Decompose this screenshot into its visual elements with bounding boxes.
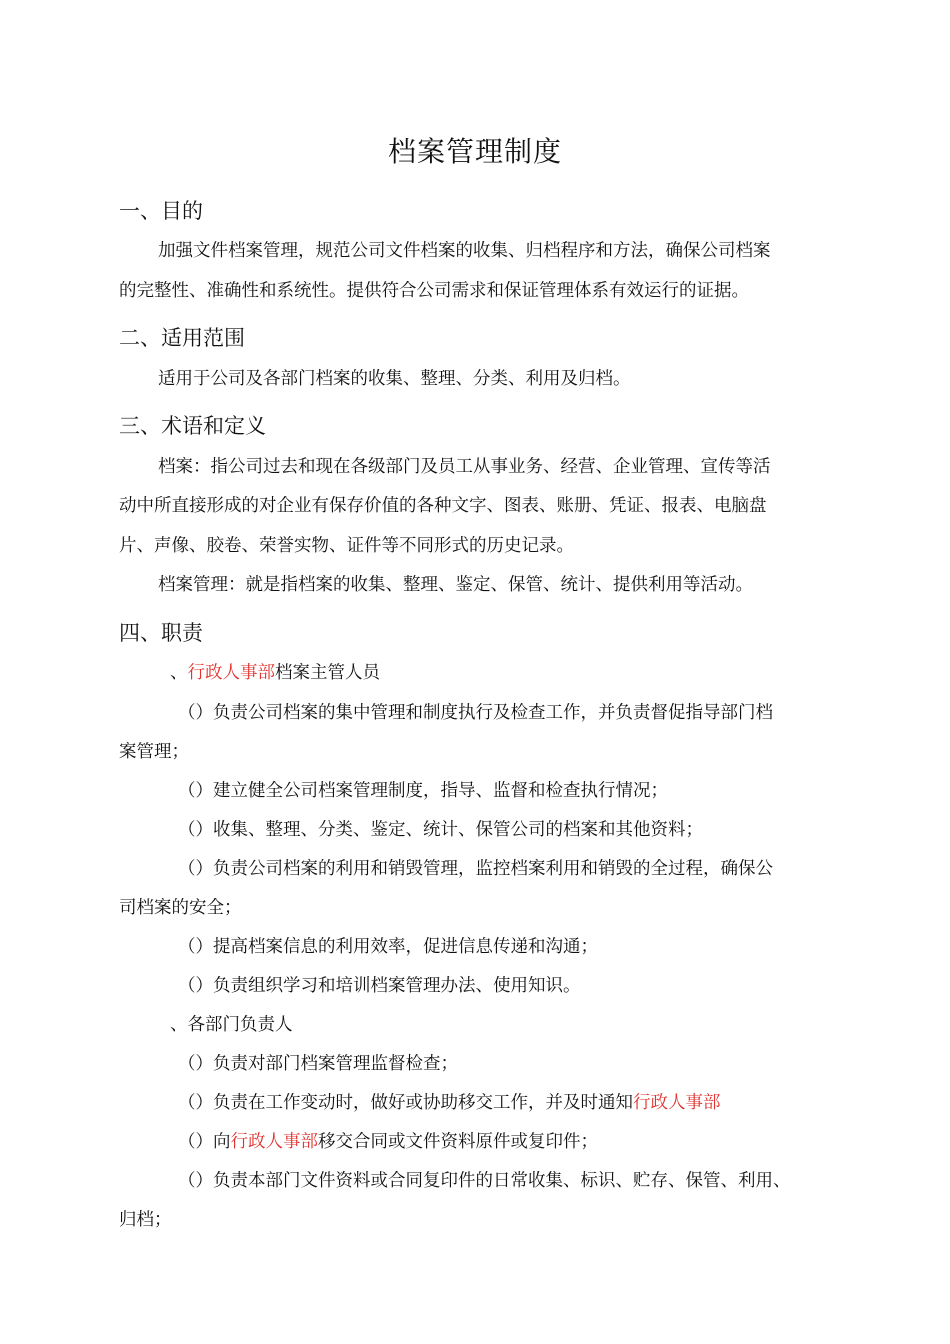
document-title: 档案管理制度 [387,135,562,168]
list-item-continuation: 司档案的安全； [119,898,242,918]
section-heading-terms: 三、术语和定义 [119,414,266,438]
list-item: （）负责组织学习和培训档案管理办法、使用知识。 [178,976,581,996]
list-item [178,1090,721,1116]
paragraph-line: 片、声像、胶卷、荣誉实物、证件等不同形式的历史记录。 [119,536,574,556]
list-item-text: 移交合同或文件资料原件或复印件； [318,1132,598,1152]
list-item: （）建立健全公司档案管理制度，指导、监督和检查执行情况； [178,781,668,801]
section-heading-scope: 二、适用范围 [119,326,245,350]
list-item: （）负责公司档案的集中管理和制度执行及检查工作，并负责督促指导部门档 [178,703,773,723]
list-item: （）负责本部门文件资料或合同复印件的日常收集、标识、贮存、保管、利用、 [178,1171,791,1191]
list-item: （）负责对部门档案管理监督检查； [178,1054,458,1074]
list-item [178,1129,598,1155]
list-item: （）负责公司档案的利用和销毁管理，监控档案利用和销毁的全过程，确保公 [178,859,773,879]
section-heading-purpose: 一、目的 [119,199,203,223]
subsection-suffix: 档案主管人员 [275,663,380,683]
list-item: （）提高档案信息的利用效率，促进信息传递和沟通； [178,937,598,957]
dept-name-highlight: 行政人事部 [633,1093,721,1113]
dept-name-highlight: 行政人事部 [187,663,275,683]
paragraph-line: 适用于公司及各部门档案的收集、整理、分类、利用及归档。 [158,369,631,389]
dept-name-highlight: 行政人事部 [230,1132,318,1152]
list-item-text: （）负责在工作变动时，做好或协助移交工作，并及时通知 [178,1093,633,1113]
paragraph-line: 加强文件档案管理，规范公司文件档案的收集、归档程序和方法，确保公司档案 [158,241,771,261]
list-item-continuation: 归档； [119,1210,172,1230]
paragraph-line: 动中所直接形成的对企业有保存价值的各种文字、图表、账册、凭证、报表、电脑盘 [119,496,767,516]
section-heading-duties: 四、职责 [119,621,203,645]
paragraph-line: 档案：指公司过去和现在各级部门及员工从事业务、经营、企业管理、宣传等活 [158,457,771,477]
list-item-continuation: 案管理； [119,742,189,762]
list-item: （）收集、整理、分类、鉴定、统计、保管公司的档案和其他资料； [178,820,703,840]
paragraph-line: 的完整性、准确性和系统性。提供符合公司需求和保证管理体系有效运行的证据。 [119,281,749,301]
subsection-heading-dept-heads: 、各部门负责人 [170,1015,293,1035]
subsection-heading-admin: 、行政人事部档案主管人员 [170,663,380,683]
list-item-text: （）向 [178,1132,231,1152]
paragraph-line: 档案管理：就是指档案的收集、整理、鉴定、保管、统计、提供利用等活动。 [158,575,753,595]
